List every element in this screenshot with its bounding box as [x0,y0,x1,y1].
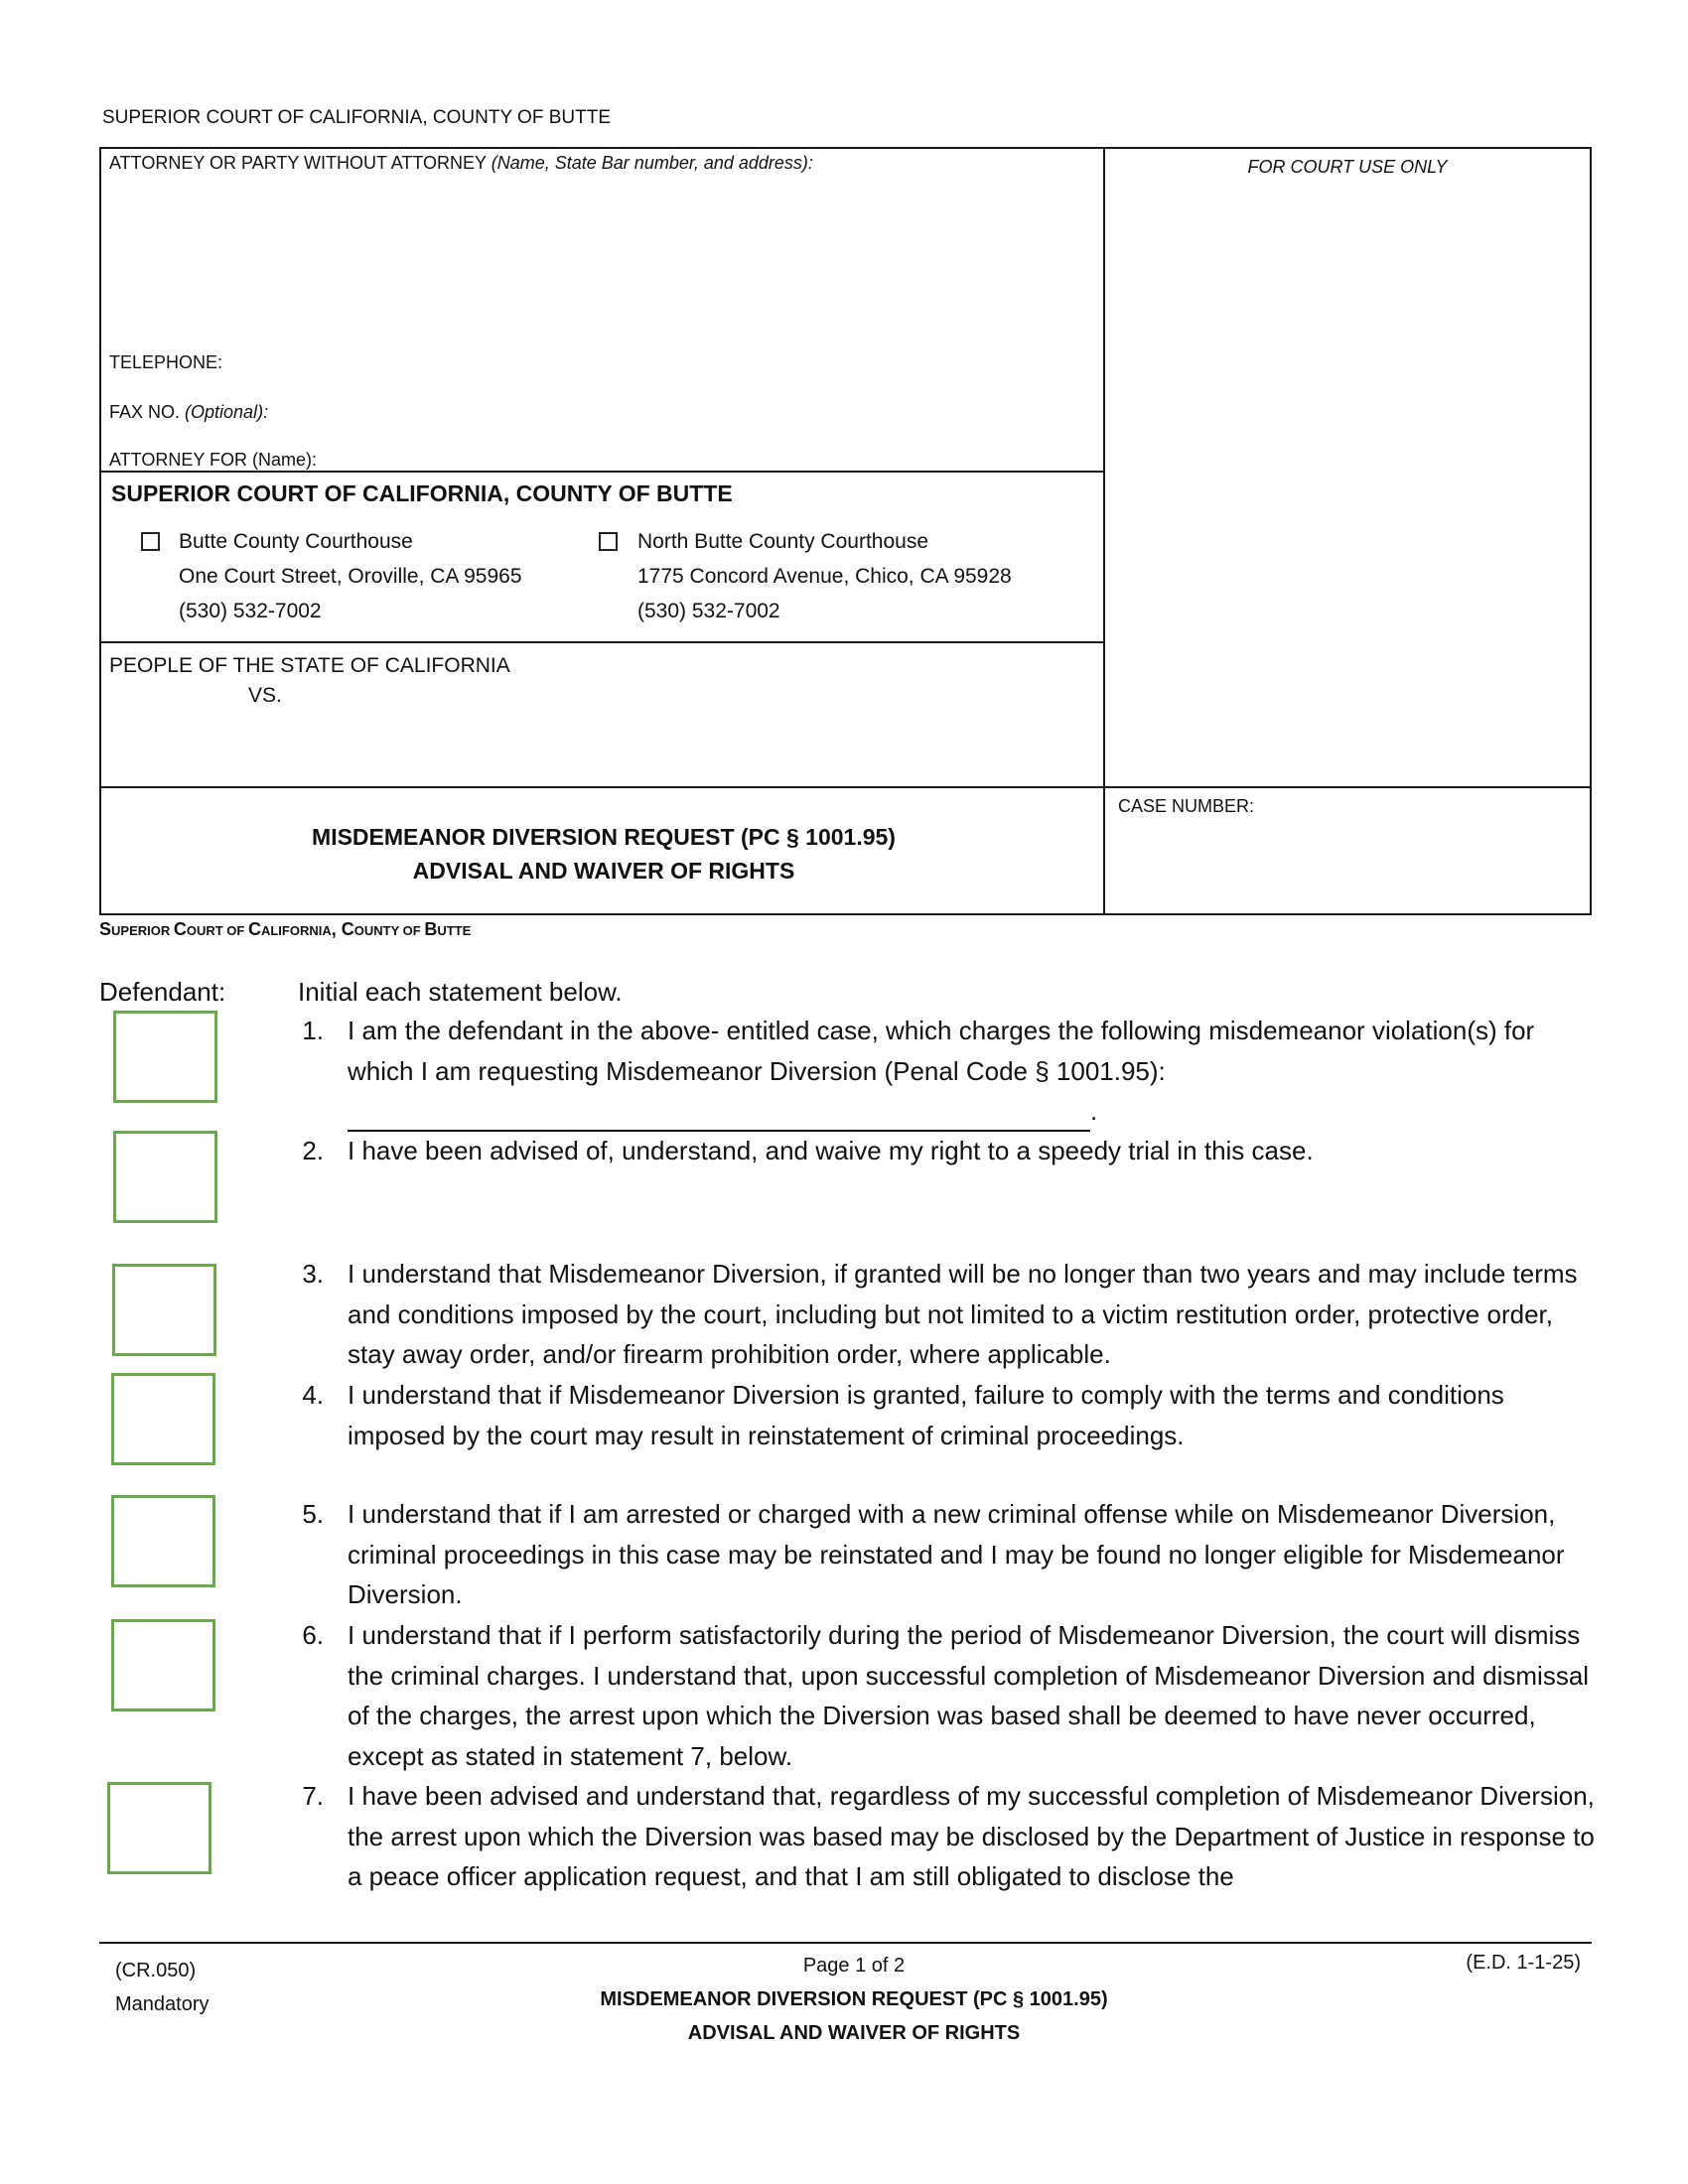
telephone-label: TELEPHONE: [109,352,223,372]
statement-4 [294,1375,1595,1455]
statement-5 [294,1494,1595,1615]
footer-effective-date: (E.D. 1-1-25) [1466,1952,1581,1974]
footer-form-number: (CR.050) [115,1960,197,1981]
form-title-line-1: MISDEMEANOR DIVERSION REQUEST (PC § 1001.95) [312,824,896,850]
statement-text: I understand that if Misdemeanor Diversion is granted, failure to comply with the terms and conditions imposed by the court may result in reinstatement of criminal proceedings. [348,1380,1504,1450]
parties-block [109,651,510,711]
courthouse-phone: (530) 532-7002 [179,600,322,622]
initial-box-1[interactable] [113,1011,217,1103]
form-title [101,820,1106,887]
butte-courthouse-block [179,524,522,628]
courthouse-name: Butte County Courthouse [179,530,413,553]
top-court-header: SUPERIOR COURT OF CALIFORNIA, COUNTY OF BUTTE [102,107,611,128]
vs-label: VS. [248,684,282,707]
defendant-label: Defendant: [99,977,226,1007]
initial-box-7[interactable] [107,1782,211,1874]
attorney-label: ATTORNEY OR PARTY WITHOUT ATTORNEY (Name, State Bar number, and address): [109,153,813,173]
attorney-for-label: ATTORNEY FOR (Name): [109,450,318,470]
footer-center [496,1949,1211,2050]
courthouse-address: One Court Street, Oroville, CA 95965 [179,565,522,588]
statement-number: 2. [302,1136,324,1165]
statement-1 [294,1011,1595,1132]
charges-blank[interactable] [348,1104,1090,1132]
statement-number: 4. [302,1380,324,1410]
fax-label: FAX NO. (Optional): [109,402,269,422]
north-butte-courthouse-block [637,524,1012,628]
statement-3 [294,1254,1595,1375]
statement-number: 5. [302,1499,324,1529]
statement-text: I understand that if I am arrested or charged with a new criminal offense while on Misdemeanor Diversion, criminal proceedings in this case may be reinstated and I may be found no longer eligible for Misdemeanor Diversion. [348,1499,1565,1609]
court-use-label: FOR COURT USE ONLY [1247,157,1448,177]
attorney-section-divider [99,471,1104,473]
statement-text: I understand that Misdemeanor Diversion, if granted will be no longer than two years and may include terms and conditions imposed by the court, including but not limited to a victim restitution order, protective order, stay away order, and/or firearm prohibition order, where applicable. [348,1259,1578,1369]
charges-line: . [348,1091,1595,1132]
statement-number: 1. [302,1016,324,1045]
initial-box-2[interactable] [113,1131,217,1223]
court-section-divider [99,641,1104,643]
statement-number: 7. [302,1781,324,1811]
statement-2 [294,1131,1595,1171]
initial-box-5[interactable] [111,1495,215,1587]
statement-number: 6. [302,1620,324,1650]
initial-box-6[interactable] [111,1619,215,1711]
statement-text: I have been advised and understand that, regardless of my successful completion of Misdemeanor Diversion, the arrest upon which the Diversion was based may be disclosed by the Department of Justice in response to a peace officer application request, and that I am still obligated to disclose the [348,1781,1595,1891]
footer-rule [99,1942,1592,1944]
courthouse-phone: (530) 532-7002 [637,600,780,622]
butte-courthouse-checkbox[interactable] [141,532,160,551]
small-caps-court-header: SUPERIOR COURT OF CALIFORNIA, COUNTY OF BUTTE [99,919,472,939]
courthouse-address: 1775 Concord Avenue, Chico, CA 95928 [637,565,1012,588]
statement-text: I understand that if I perform satisfactorily during the period of Misdemeanor Diversion, the court will dismiss the criminal charges. I understand that, upon successful completion of Misdemeanor Diversion and dismissal of the charges, the arrest upon which the Diversion was based shall be deemed to have never occurred, except as stated in statement 7, below. [348,1620,1590,1771]
north-butte-courthouse-checkbox[interactable] [599,532,618,551]
people-label: PEOPLE OF THE STATE OF CALIFORNIA [109,654,510,677]
footer-title-line-2: ADVISAL AND WAIVER OF RIGHTS [687,2022,1021,2044]
footer-mandatory: Mandatory [115,1993,210,2015]
initial-box-3[interactable] [112,1264,216,1356]
statement-6 [294,1615,1595,1776]
initial-box-4[interactable] [111,1373,215,1465]
courthouse-name: North Butte County Courthouse [637,530,928,553]
caption-column-divider [1103,147,1105,915]
form-title-line-2: ADVISAL AND WAIVER OF RIGHTS [412,858,795,884]
footer-form-info [115,1954,210,2021]
instruction-text: Initial each statement below. [298,977,623,1007]
footer-title-line-1: MISDEMEANOR DIVERSION REQUEST (PC § 1001.95) [600,1988,1108,2010]
statement-text: I have been advised of, understand, and waive my right to a speedy trial in this case. [348,1136,1314,1165]
court-title: SUPERIOR COURT OF CALIFORNIA, COUNTY OF BUTTE [111,480,733,506]
statement-text: I am the defendant in the above- entitled case, which charges the following misdemeanor violation(s) for which I am requesting Misdemeanor Diversion (Penal Code § 1001.95): [348,1016,1535,1086]
statement-7 [294,1776,1595,1897]
page-number: Page 1 of 2 [802,1955,906,1977]
case-number-label: CASE NUMBER: [1118,796,1255,816]
statement-number: 3. [302,1259,324,1289]
title-section-divider [99,786,1592,788]
